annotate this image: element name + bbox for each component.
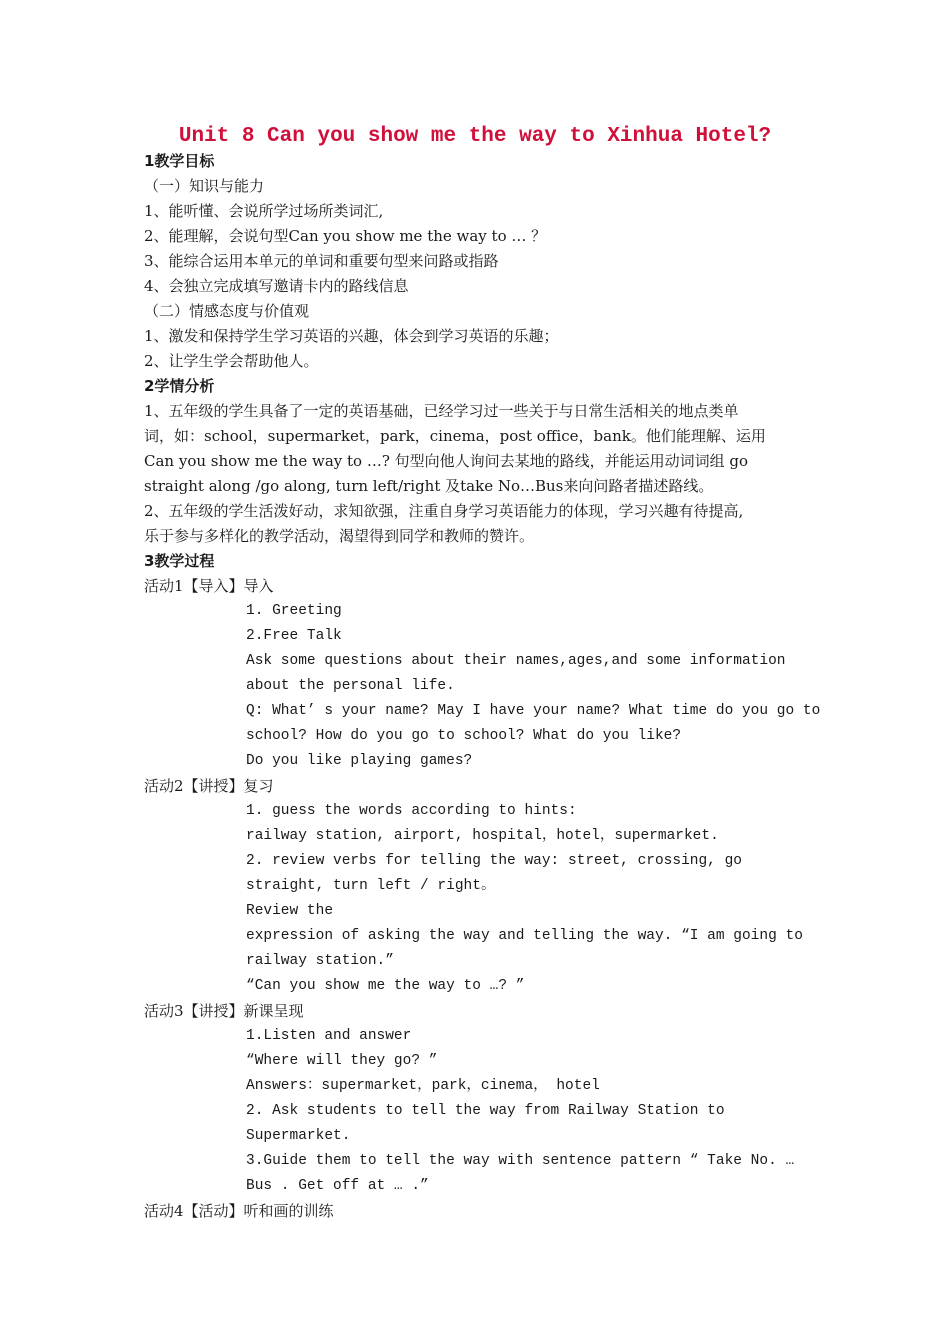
text-line: Review the xyxy=(246,903,334,919)
text-line: Ask some questions about their names,ages,and some information xyxy=(246,653,786,669)
text-line: 1、激发和保持学生学习英语的兴趣，体会到学习英语的乐趣； xyxy=(144,327,559,345)
text-line: expression of asking the way and telling the way. “I am going to xyxy=(246,928,803,944)
text-line: 2、让学生学会帮助他人。 xyxy=(144,352,319,370)
text-line: 2、能理解，会说句型Can you show me the way to … ？ xyxy=(144,227,547,245)
text-line: about the personal life. xyxy=(246,678,455,694)
text-line: 2、五年级的学生活泼好动，求知欲强，注重自身学习英语能力的体现，学习兴趣有待提高, xyxy=(144,502,744,520)
text-line: 2. review verbs for telling the way: street, crossing, go xyxy=(246,853,742,869)
text-line: 2. Ask students to tell the way from Railway Station to xyxy=(246,1103,725,1119)
section-heading-process: 3教学过程 xyxy=(144,552,215,570)
text-line: 1. Greeting xyxy=(246,603,342,619)
text-line: 3.Guide them to tell the way with sentence pattern “ Take No. … xyxy=(246,1153,795,1169)
text-line: 1、五年级的学生具备了一定的英语基础，已经学习过一些关于与日常生活相关的地点类单 xyxy=(144,402,739,420)
text-line: “Where will they go? ” xyxy=(246,1053,438,1069)
text-line: straight, turn left / right。 xyxy=(246,878,496,894)
text-line: railway station.” xyxy=(246,953,394,969)
text-line: 1、能听懂、会说所学过场所类词汇, xyxy=(144,202,384,220)
text-line: Q: What’ s your name? May I have your name? What time do you go to xyxy=(246,703,821,719)
text-line: Bus . Get off at … .” xyxy=(246,1178,429,1194)
text-line: school? How do you go to school? What do you like? xyxy=(246,728,682,744)
text-line: Can you show me the way to …? 句型向他人询问去某地的路线，并能运用动词词组 go xyxy=(144,452,749,470)
text-line: railway station, airport, hospital，hotel，supermarket. xyxy=(246,828,719,844)
subheading-knowledge: （一）知识与能力 xyxy=(144,177,265,195)
text-line: 1. guess the words according to hints: xyxy=(246,803,577,819)
text-line: 2.Free Talk xyxy=(246,628,342,644)
activity-heading: 活动2【讲授】复习 xyxy=(144,777,274,795)
activity-heading: 活动4【活动】听和画的训练 xyxy=(144,1202,334,1220)
text-line: Do you like playing games? xyxy=(246,753,473,769)
text-line: 乐于参与多样化的教学活动，渴望得到同学和教师的赞许。 xyxy=(144,527,535,545)
text-line: 1.Listen and answer xyxy=(246,1028,412,1044)
section-heading-objectives: 1教学目标 xyxy=(144,152,215,170)
text-line: Supermarket. xyxy=(246,1128,351,1144)
text-line: 词，如：school，supermarket，park，cinema，post office，bank。他们能理解、运用 xyxy=(144,427,766,445)
text-line: straight along /go along, turn left/right 及take No…Bus来向问路者描述路线。 xyxy=(144,477,714,495)
activity-heading: 活动3【讲授】新课呈现 xyxy=(144,1002,304,1020)
section-heading-analysis: 2学情分析 xyxy=(144,377,215,395)
document-title: Unit 8 Can you show me the way to Xinhua Hotel? xyxy=(178,125,772,148)
text-line: 4、会独立完成填写邀请卡内的路线信息 xyxy=(144,277,409,295)
activity-heading: 活动1【导入】导入 xyxy=(144,577,274,595)
text-line: “Can you show me the way to …? ” xyxy=(246,978,525,994)
text-line: Answers：supermarket，park，cinema， hotel xyxy=(246,1078,600,1094)
text-line: 3、能综合运用本单元的单词和重要句型来问路或指路 xyxy=(144,252,499,270)
subheading-attitude: （二）情感态度与价值观 xyxy=(144,302,310,320)
